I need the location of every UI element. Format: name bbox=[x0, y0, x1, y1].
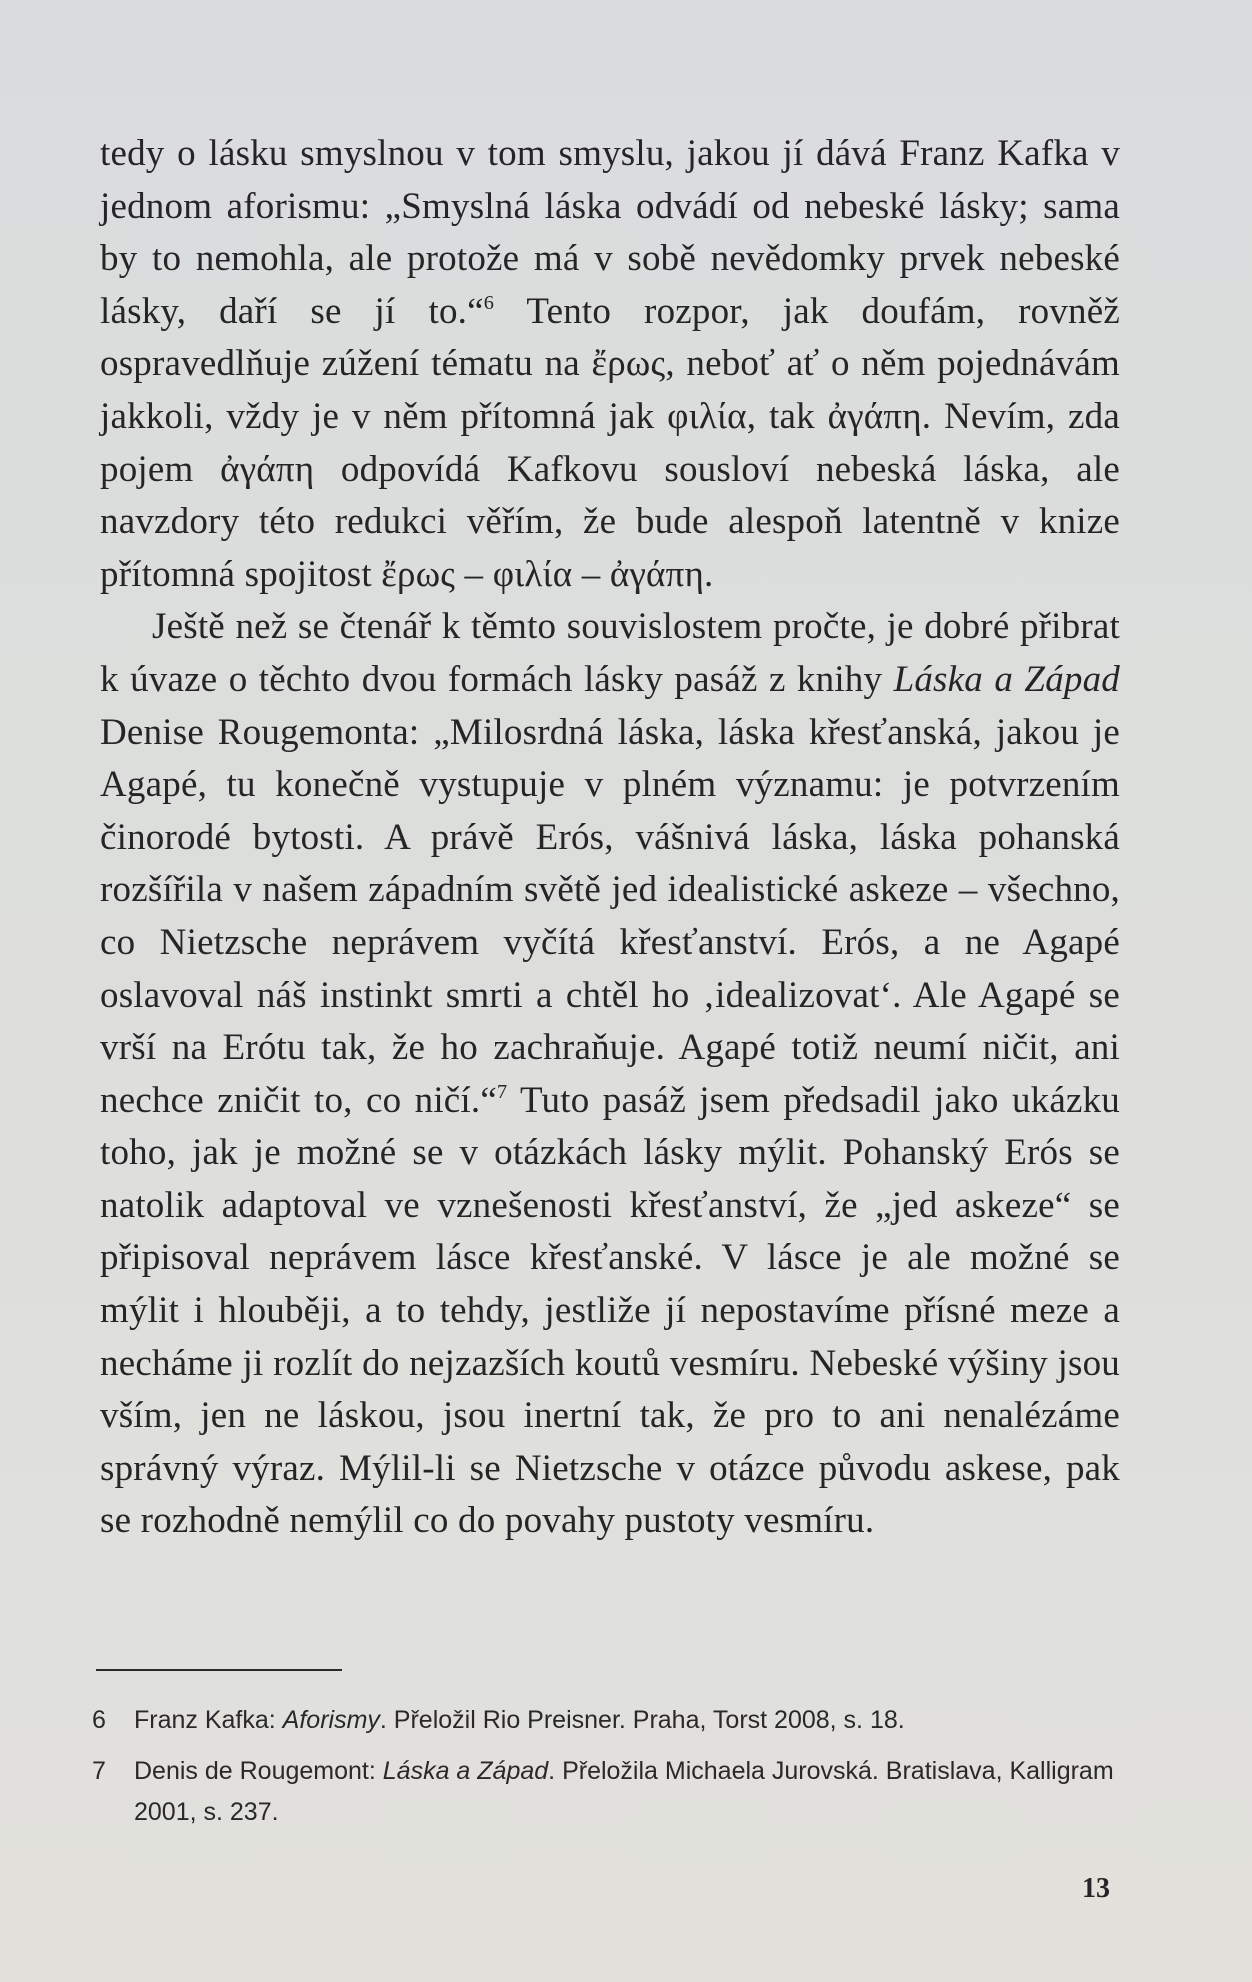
footnote-title: Láska a Západ bbox=[382, 1757, 549, 1785]
paragraph-1 bbox=[100, 128, 1120, 601]
paragraph-1-text-b: Tento rozpor, jak doufám, rovněž ospravedlňuje zúžení tématu na ἔρως, neboť ať o něm pojednávám jakkoli, vždy je v něm přítomná jak φιλία, tak ἀγάπη. Nevím, zda pojem ἀγάπη odpovídá Kafkovu sousloví nebeská láska, ale navzdory této redukci věřím, že bude alespoň latentně v knize přítomná spojitost ἔρως – φιλία – ἀγάπη. bbox=[100, 290, 1120, 595]
footnote-number: 6 bbox=[92, 1706, 106, 1734]
footnote-ref-7: 7 bbox=[496, 1080, 508, 1103]
book-title-laska-a-zapad: Láska a Západ bbox=[893, 658, 1120, 700]
footnote-details: . Přeložila Michaela Jurovská. Bratislava, Kalligram 2001, s. 237. bbox=[134, 1757, 1114, 1826]
footnote-author: Denis de Rougemont: bbox=[134, 1757, 383, 1785]
footnote-number: 7 bbox=[92, 1757, 106, 1785]
paragraph-2 bbox=[100, 601, 1120, 1548]
paragraph-2-text-a: Ještě než se čtenář k těmto souvislostem pročte, je dobré přibrat k úvaze o těchto dvou formách lásky pasáž z knihy bbox=[100, 606, 1120, 700]
footnote-divider bbox=[96, 1669, 342, 1671]
footnote-title: Aforismy bbox=[282, 1706, 380, 1734]
footnote-text bbox=[134, 1751, 1122, 1833]
footnote-author: Franz Kafka: bbox=[134, 1706, 283, 1734]
footnotes bbox=[92, 1700, 1122, 1843]
footnote-text bbox=[134, 1700, 1122, 1741]
footnote-6 bbox=[92, 1700, 1122, 1741]
paragraph-1-text-a: tedy o lásku smyslnou v tom smyslu, jakou jí dává Franz Kafka v jednom aforismu: „Smyslná láska odvádí od nebeské lásky; sama by to nemohla, ale protože má v sobě nevědomky prvek nebeské lásky, daří se jí to.“ bbox=[100, 133, 1120, 332]
main-text bbox=[100, 128, 1120, 1548]
page-number: 13 bbox=[1082, 1873, 1110, 1904]
paragraph-2-text-b: Denise Rougemonta: „Milosrdná láska, láska křesťanská, jakou je Agapé, tu konečně vystupuje v plném významu: je potvrzením činorodé bytosti. A právě Erós, vášnivá láska, láska pohanská rozšířila v našem západním světě jed idealistické askeze – všechno, co Nietzsche neprávem vyčítá křesťanství. Erós, a ne Agapé oslavoval náš instinkt smrti a chtěl ho ‚idealizovat‘. Ale Agapé se vrší na Erótu tak, že ho zachraňuje. Agapé totiž neumí ničit, ani nechce zničit to, co ničí.“ bbox=[100, 711, 1120, 1121]
footnote-details: . Přeložil Rio Preisner. Praha, Torst 2008, s. 18. bbox=[379, 1706, 905, 1734]
paragraph-2-text-c: Tuto pasáž jsem předsadil jako ukázku toho, jak je možné se v otázkách lásky mýlit. Pohanský Erós se natolik adaptoval ve vznešenosti křesťanství, že „jed askeze“ se připisoval neprávem lásce křesťanské. V lásce je ale možné se mýlit i hlouběji, a to tehdy, jestliže jí nepostavíme přísné meze a necháme ji rozlít do nejzazších koutů vesmíru. Nebeské výšiny jsou vším, jen ne láskou, jsou inertní tak, že pro to ani nenalézáme správný výraz. Mýlil-li se Nietzsche v otázce původu askese, pak se rozhodně nemýlil co do povahy pustoty vesmíru. bbox=[100, 1079, 1120, 1542]
footnote-7 bbox=[92, 1751, 1122, 1833]
footnote-ref-6: 6 bbox=[483, 291, 495, 314]
